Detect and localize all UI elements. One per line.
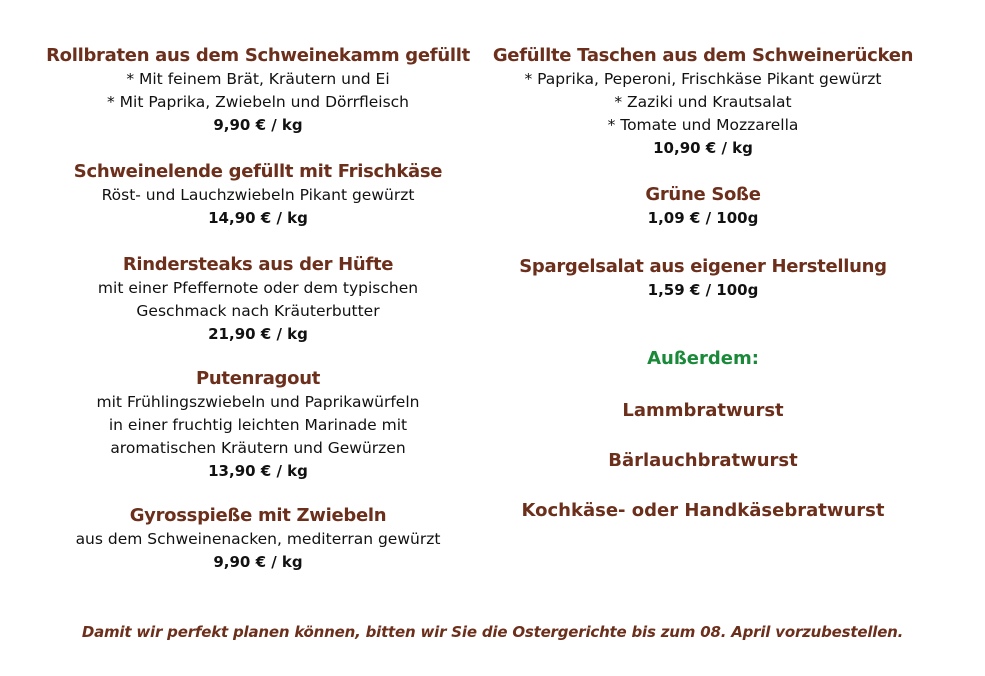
menu-item-title: Schweinelende gefüllt mit Frischkäse	[73, 161, 443, 182]
menu-item	[30, 367, 486, 482]
menu-item-description: mit einer Pfeffernote oder dem typischen	[97, 279, 419, 297]
menu-column-left	[30, 44, 486, 573]
menu-item-description: aus dem Schweinenacken, mediterran gewürzt	[75, 530, 441, 548]
menu-item-price: 1,09 € / 100g	[647, 209, 759, 227]
menu-item-description: Geschmack nach Kräuterbutter	[136, 302, 380, 320]
menu-item-description: aromatischen Kräutern und Gewürzen	[110, 439, 406, 457]
menu-item-title: Gefüllte Taschen aus dem Schweinerücken	[492, 45, 914, 66]
extras-heading: Außerdem:	[647, 348, 759, 369]
menu-item-title: Gyrosspieße mit Zwiebeln	[129, 505, 387, 526]
menu-item	[30, 160, 486, 229]
menu-item	[30, 504, 486, 573]
menu-item	[478, 44, 928, 159]
menu-item	[30, 253, 486, 345]
menu-item	[478, 255, 928, 301]
preorder-note: Damit wir perfekt planen können, bitten wir Sie die Ostergerichte bis zum 08. April vorzubestellen.	[81, 623, 904, 641]
menu-item-price: 9,90 € / kg	[213, 116, 303, 134]
menu-item-price: 10,90 € / kg	[653, 139, 753, 157]
menu-item-title: Putenragout	[195, 368, 321, 389]
extra-item-kochkaesebratwurst: Kochkäse- oder Handkäsebratwurst	[521, 500, 885, 521]
menu-item-price: 13,90 € / kg	[208, 462, 308, 480]
menu-item-description: Röst- und Lauchzwiebeln Pikant gewürzt	[101, 186, 415, 204]
menu-item-title: Rindersteaks aus der Hüfte	[122, 254, 394, 275]
menu-item-price: 14,90 € / kg	[208, 209, 308, 227]
menu-item-title: Rollbraten aus dem Schweinekamm gefüllt	[46, 45, 470, 66]
menu-column-right	[478, 44, 928, 549]
menu-item-description: * Tomate und Mozzarella	[607, 116, 799, 134]
menu-item-description: mit Frühlingszwiebeln und Paprikawürfeln	[96, 393, 420, 411]
menu-item-price: 1,59 € / 100g	[647, 281, 759, 299]
menu-item-description: * Mit Paprika, Zwiebeln und Dörrfleisch	[107, 93, 409, 111]
menu-item-description: in einer fruchtig leichten Marinade mit	[108, 416, 408, 434]
menu-item-title: Spargelsalat aus eigener Herstellung	[519, 256, 887, 277]
menu-item-price: 9,90 € / kg	[213, 553, 303, 571]
menu-item-price: 21,90 € / kg	[208, 325, 308, 343]
menu-item-description: * Mit feinem Brät, Kräutern und Ei	[126, 70, 390, 88]
menu-item-title: Grüne Soße	[645, 184, 761, 205]
menu-item-description: * Paprika, Peperoni, Frischkäse Pikant gewürzt	[524, 70, 882, 88]
menu-item-description: * Zaziki und Krautsalat	[614, 93, 792, 111]
menu-item	[478, 183, 928, 229]
extra-item-lammbratwurst: Lammbratwurst	[622, 400, 784, 421]
menu-item	[30, 44, 486, 136]
extra-item-baerlauchbratwurst: Bärlauchbratwurst	[608, 450, 798, 471]
